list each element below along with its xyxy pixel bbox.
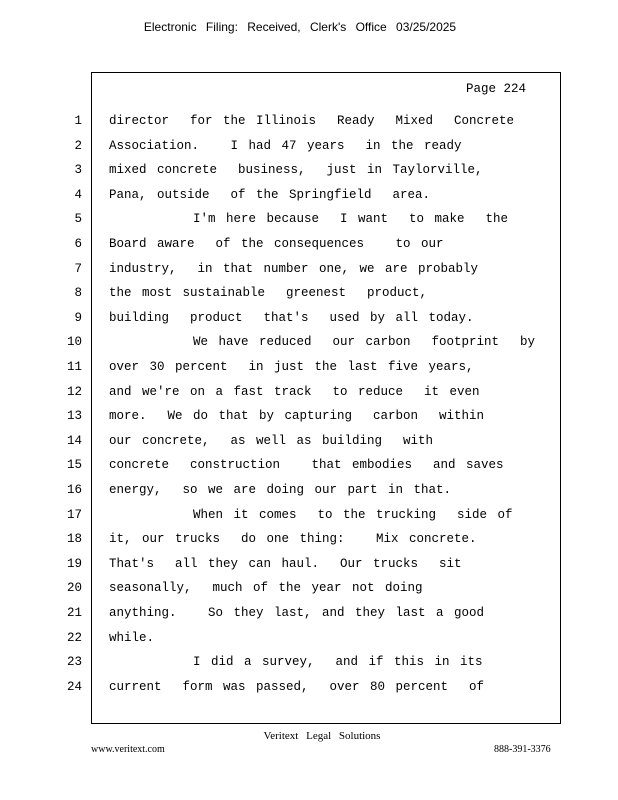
line-number: 20 — [66, 581, 82, 596]
transcript-line: industry, in that number one, we are probably — [109, 261, 479, 276]
page-number: Page 224 — [465, 82, 526, 96]
transcript-line: it, our trucks do one thing: Mix concrete. — [109, 532, 477, 547]
transcript-line: Pana, outside of the Springfield area. — [109, 187, 431, 202]
transcript-line: director for the Illinois Ready Mixed Concrete — [109, 114, 515, 128]
footer-company: Veritext Legal Solutions — [263, 730, 381, 742]
line-number: 11 — [66, 360, 82, 374]
transcript-line: the most sustainable greenest product, — [109, 286, 428, 301]
transcript-line: concrete construction that embodies and saves — [109, 458, 504, 473]
transcript-line: I'm here because I want to make the — [109, 212, 509, 227]
line-number: 15 — [66, 458, 82, 473]
transcript-line: and we're on a fast track to reduce it even — [109, 384, 480, 399]
transcript-line: Board aware of the consequences to our — [109, 237, 444, 251]
line-number: 5 — [74, 212, 82, 227]
line-number: 22 — [66, 630, 82, 645]
line-number: 4 — [74, 187, 82, 202]
footer-website: www.veritext.com — [91, 744, 165, 755]
transcript-line: while. — [109, 630, 155, 645]
transcript-line: more. We do that by capturing carbon within — [109, 409, 485, 424]
filing-header: Electronic Filing: Received, Clerk's Office 03/25/2025 — [143, 20, 457, 34]
line-number: 2 — [74, 138, 82, 153]
line-number: 10 — [66, 335, 82, 350]
transcript-line: seasonally, much of the year not doing — [109, 581, 423, 596]
transcript-line: mixed concrete business, just in Taylorville, — [109, 163, 483, 178]
line-number: 14 — [66, 433, 82, 448]
line-number: 8 — [74, 286, 82, 301]
transcript-line: our concrete, as well as building with — [109, 433, 434, 448]
transcript-line: current form was passed, over 80 percent of — [109, 679, 485, 694]
transcript-line: That's all they can haul. Our trucks sit — [109, 556, 462, 571]
line-number: 21 — [66, 606, 82, 620]
line-number: 6 — [74, 237, 82, 251]
line-number: 19 — [66, 556, 82, 571]
line-number: 24 — [66, 679, 82, 694]
transcript-line: anything. So they last, and they last a good — [109, 606, 485, 620]
transcript-line: When it comes to the trucking side of — [109, 507, 513, 522]
transcript-line: over 30 percent in just the last five years, — [109, 360, 474, 374]
line-number: 7 — [74, 261, 82, 276]
line-number: 13 — [66, 409, 82, 424]
transcript-line: I did a survey, and if this in its — [109, 655, 483, 670]
line-number: 1 — [74, 114, 82, 128]
footer-phone: 888-391-3376 — [494, 744, 551, 755]
line-number: 23 — [66, 655, 82, 670]
transcript-line: energy, so we are doing our part in that. — [109, 483, 452, 497]
transcript-line: Association. I had 47 years in the ready — [109, 138, 462, 153]
line-number: 18 — [66, 532, 82, 547]
line-number: 9 — [74, 310, 82, 325]
line-number: 12 — [66, 384, 82, 399]
line-number: 17 — [66, 507, 82, 522]
line-number: 3 — [74, 163, 82, 178]
transcript-line: building product that's used by all today. — [109, 310, 474, 325]
line-number: 16 — [66, 483, 82, 497]
transcript-line: We have reduced our carbon footprint by — [109, 335, 536, 350]
